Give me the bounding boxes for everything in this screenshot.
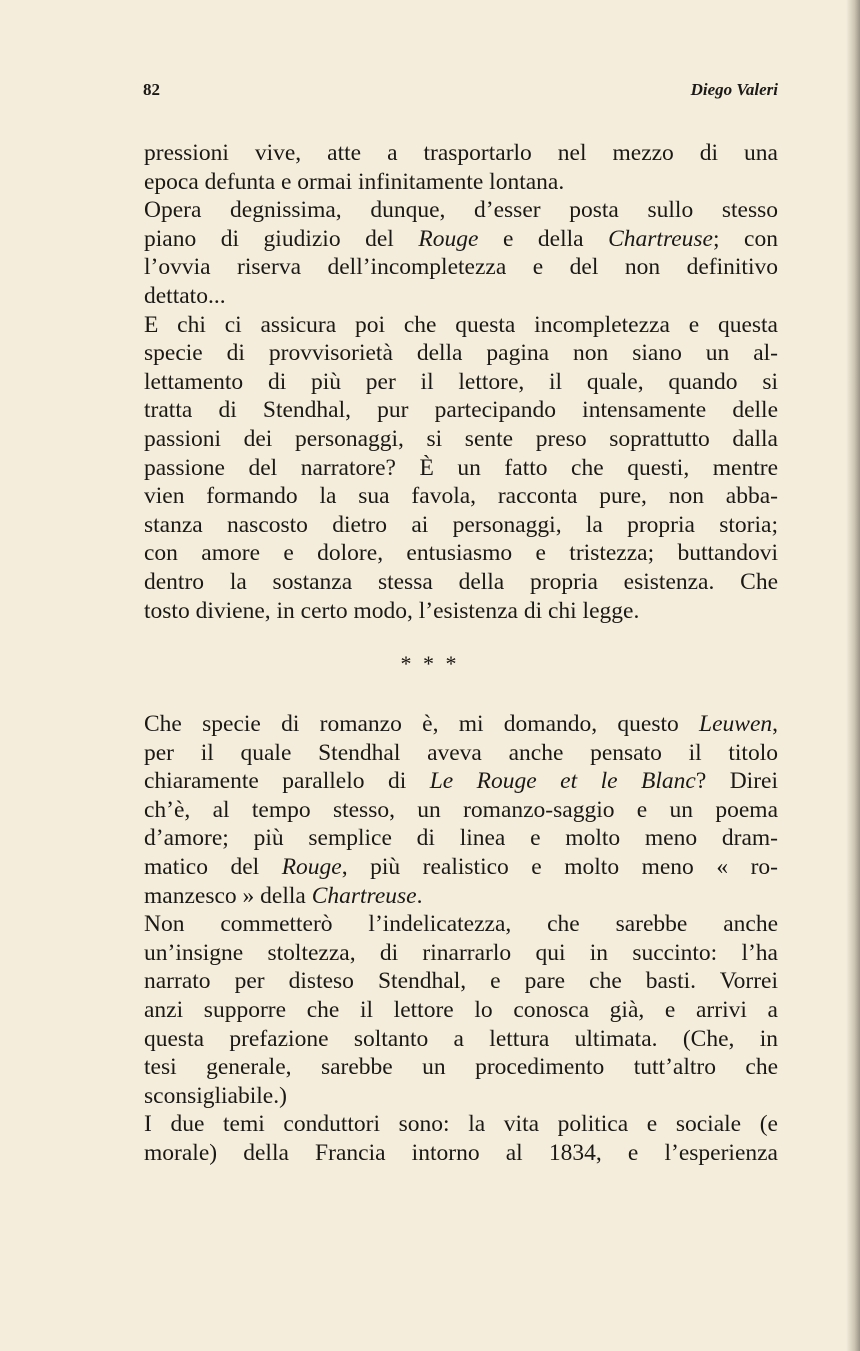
running-head: Diego Valeri — [690, 80, 778, 99]
text-segment: piano di giudizio del — [144, 225, 419, 252]
text-line: tesi generale, sarebbe un procedimento tutt’altro che — [144, 1054, 778, 1081]
text-segment: , più realistico e molto meno « ro- — [341, 853, 778, 880]
text-line — [144, 767, 778, 796]
text-line — [144, 710, 778, 739]
text-line — [144, 225, 778, 254]
text-segment: ; con — [713, 225, 778, 252]
text-segment: chiaramente parallelo di — [144, 768, 430, 795]
text-segment: . — [416, 882, 423, 909]
text-segment: ? Direi — [695, 768, 778, 795]
italic-title: Rouge — [418, 225, 479, 252]
text-segment: Che specie di romanzo è, mi domando, questo — [144, 711, 700, 737]
text-line: pressioni vive, atte a trasportarlo nel mezzo di una — [144, 140, 778, 166]
text-line: Opera degnissima, dunque, d’esser posta sullo stesso — [144, 197, 778, 224]
text-line — [144, 853, 778, 882]
text-line: E chi ci assicura poi che questa incompletezza e questa — [144, 311, 778, 338]
paragraph-block-2 — [144, 710, 778, 1168]
text-line: passioni dei personaggi, si sente preso soprattutto dalla — [144, 425, 778, 452]
italic-title: Leuwen — [699, 711, 773, 737]
text-line: l’ovvia riserva dell’incompletezza e del non definitivo — [144, 254, 778, 281]
text-line: stanza nascosto dietro ai personaggi, la propria storia; — [144, 511, 778, 538]
text-line: morale) della Francia intorno al 1834, e l’esperienza — [144, 1139, 778, 1166]
text-line: I due temi conduttori sono: la vita politica e sociale (e — [144, 1111, 778, 1138]
italic-title: Rouge — [281, 853, 342, 880]
text-line: ch’è, al tempo stesso, un romanzo-saggio e un poema — [144, 796, 778, 823]
text-line: passione del narratore? È un fatto che questi, mentre — [144, 454, 778, 481]
text-line: d’amore; più semplice di linea e molto meno dram- — [144, 825, 778, 852]
text-line: per il quale Stendhal aveva anche pensato il titolo — [144, 739, 778, 766]
text-line: con amore e dolore, entusiasmo e tristezza; buttandovi — [144, 540, 778, 567]
text-line: anzi supporre che il lettore lo conosca già, e arrivi a — [144, 996, 778, 1023]
italic-title: Le Rouge et le Blanc — [429, 768, 696, 795]
text-line: dettato... — [144, 282, 226, 309]
text-line: lettamento di più per il lettore, il quale, quando si — [144, 368, 778, 395]
text-segment: e della — [478, 225, 609, 252]
italic-title: Chartreuse — [311, 882, 417, 909]
text-line: tratta di Stendhal, pur partecipando intensamente delle — [144, 397, 778, 424]
section-separator: * * * — [400, 651, 460, 676]
text-line: tosto diviene, in certo modo, l’esistenza di chi legge. — [144, 597, 640, 624]
paragraph-block-1 — [144, 139, 778, 625]
text-line: specie di provvisorietà della pagina non siano un al- — [144, 340, 778, 367]
text-line: un’insigne stoltezza, di rinarrarlo qui in succinto: l’ha — [144, 939, 778, 966]
text-line — [144, 882, 778, 911]
text-line: vien formando la sua favola, racconta pure, non abba- — [144, 483, 778, 510]
text-line: sconsigliabile.) — [144, 1082, 287, 1109]
text-line: epoca defunta e ormai infinitamente lontana. — [144, 168, 565, 195]
text-segment: matico del — [144, 853, 282, 880]
page-number: 82 — [143, 80, 160, 99]
text-line: dentro la sostanza stessa della propria esistenza. Che — [144, 568, 778, 595]
italic-title: Chartreuse — [608, 225, 713, 252]
text-line: Non commetterò l’indelicatezza, che sarebbe anche — [144, 911, 778, 938]
text-segment: manzesco » della — [144, 882, 312, 909]
text-segment: , — [772, 711, 778, 737]
text-line: narrato per disteso Stendhal, e pare che basti. Vorrei — [144, 968, 778, 995]
text-line: questa prefazione soltanto a lettura ultimata. (Che, in — [144, 1025, 778, 1052]
